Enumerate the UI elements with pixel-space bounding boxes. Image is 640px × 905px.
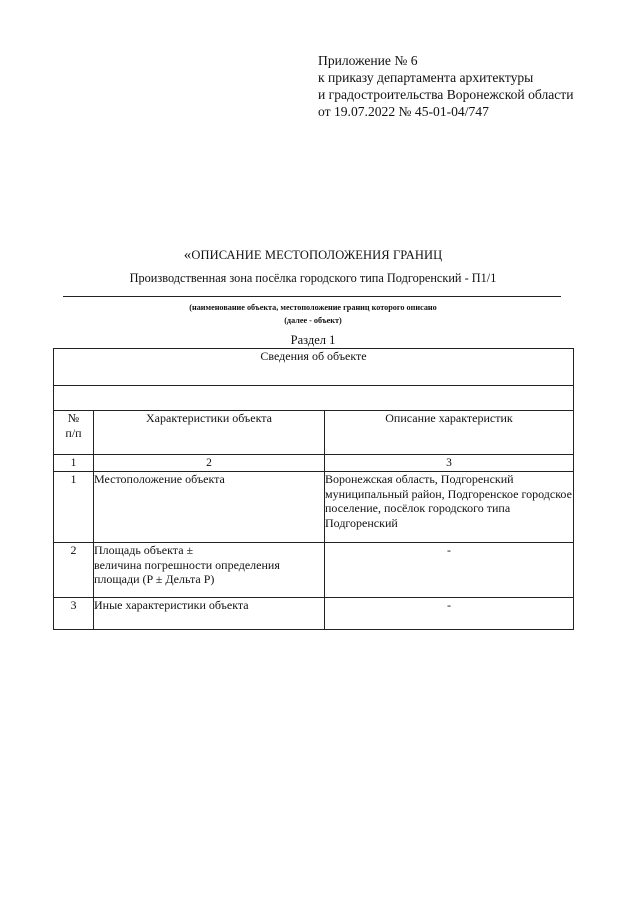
caption-line-1: (наименование объекта, местоположение границ которого описано: [189, 303, 437, 312]
blank-cell: [54, 386, 574, 411]
table-row: [54, 472, 574, 543]
column-number-3: 3: [325, 455, 574, 472]
appendix-line-1: Приложение № 6: [318, 53, 418, 68]
row-number: 2: [54, 543, 94, 598]
title-quote-mark: «: [183, 247, 192, 263]
table-row: [54, 543, 574, 598]
table-row: [54, 598, 574, 630]
object-caption: [0, 301, 626, 327]
row-number: 1: [54, 472, 94, 543]
row-description: -: [325, 598, 574, 630]
section-label: Раздел 1: [290, 333, 336, 347]
column-header-description: Описание характеристик: [325, 411, 574, 455]
title-text: ОПИСАНИЕ МЕСТОПОЛОЖЕНИЯ ГРАНИЦ: [191, 248, 443, 262]
row-characteristic: Площадь объекта ± величина погрешности определения площади (P ± Дельта P): [94, 543, 325, 598]
row-number: 3: [54, 598, 94, 630]
appendix-reference: [318, 52, 574, 120]
object-info-table: [53, 348, 574, 630]
column-number-1: 1: [54, 455, 94, 472]
column-number-2: 2: [94, 455, 325, 472]
underline-divider: [63, 296, 561, 297]
appendix-line-2: к приказу департамента архитектуры: [318, 70, 534, 85]
table-heading: Сведения об объекте: [54, 349, 574, 386]
appendix-line-3: и градостроительства Воронежской области: [318, 87, 574, 102]
column-header-characteristic: Характеристики объекта: [94, 411, 325, 455]
row-characteristic: Иные характеристики объекта: [94, 598, 325, 630]
row-description: Воронежская область, Подгоренский муниципальный район, Подгоренское городское поселение, посёлок городского типа Подгоренский: [325, 472, 574, 543]
table-column-header-row: [54, 411, 574, 455]
table-heading-row: [54, 349, 574, 386]
object-name: Производственная зона посёлка городского типа Подгоренский - П1/1: [129, 271, 497, 285]
column-header-num: № п/п: [54, 411, 94, 455]
row-description: -: [325, 543, 574, 598]
table-blank-row: [54, 386, 574, 411]
caption-line-2: (далее - объект): [284, 316, 342, 325]
appendix-line-4: от 19.07.2022 № 45-01-04/747: [318, 104, 489, 119]
row-characteristic: Местоположение объекта: [94, 472, 325, 543]
table-column-number-row: [54, 455, 574, 472]
document-title: [0, 247, 626, 264]
